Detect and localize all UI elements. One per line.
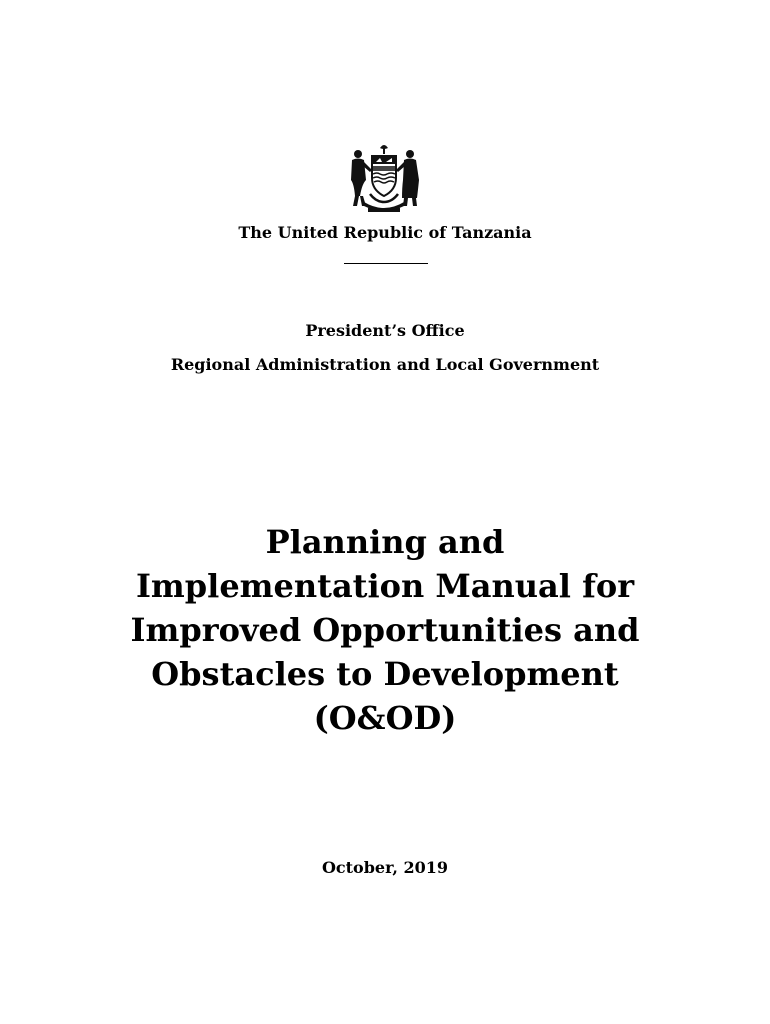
ministry-name: Regional Administration and Local Government [170,355,600,374]
office-name: President’s Office [305,321,465,340]
document-title: Planning and Implementation Manual for Improved Opportunities and Obstacles to Development (O&OD) [130,523,640,737]
title-divider [344,263,428,264]
publication-date: October, 2019 [321,858,449,877]
coat-of-arms-icon [342,144,426,214]
country-name: The United Republic of Tanzania [238,223,532,242]
